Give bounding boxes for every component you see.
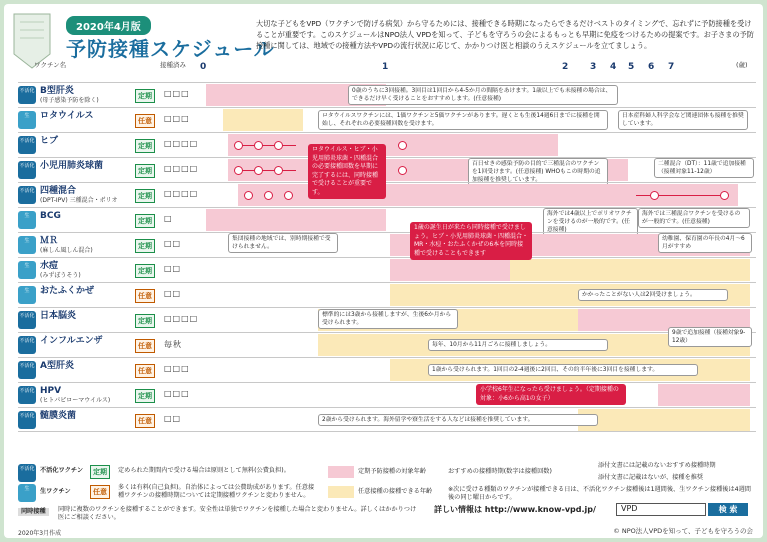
note-je: 標準的には3歳から接種しますが、生後6か月から受けられます。: [318, 309, 458, 329]
done-checkboxes[interactable]: □: [164, 214, 173, 223]
vaccine-name: A型肝炎: [40, 361, 74, 371]
vaccine-name: ＭＲ (麻しん風しん混合): [40, 236, 93, 254]
kind-badge: 任意: [135, 339, 155, 353]
live-badge: 生: [18, 111, 36, 129]
legend-note-rec: 添付文書には記載のないおすすめ接種時期: [598, 462, 716, 469]
kind-badge: 任意: [135, 364, 155, 378]
vaccine-row: [18, 132, 756, 157]
inactivated-badge: 不活化: [18, 386, 36, 404]
kind-badge: 任意: [135, 114, 155, 128]
legend-live: 生ワクチン: [40, 488, 71, 495]
note-polio: 海外では4歳以上でポリオワクチンを受けるのが一般的です。(任意接種): [543, 208, 638, 236]
done-checkboxes[interactable]: □□□: [164, 89, 190, 98]
note-polio2: 海外では三種混合ワクチンを受けるのが一般的です。(任意接種): [638, 208, 750, 228]
inactivated-badge: 不活化: [18, 411, 36, 429]
vaccine-row: [18, 182, 756, 207]
vaccine-row: [18, 382, 756, 407]
vaccine-row: [18, 307, 756, 332]
note-dpt: 百日せきの感染予防の目的で三種混合のワクチンを1回受けます。(任意接種) WHOもこの時期の追加接種を推奨しています。: [468, 158, 608, 186]
legend-recommended: おすすめの接種時期(数字は接種回数): [448, 468, 552, 475]
vaccine-row: [18, 332, 756, 357]
note-bcg: 集団接種の地域では、別時期接種で受けられません。: [228, 233, 338, 253]
vaccine-name: インフルエンザ: [40, 336, 103, 346]
live-badge: 生: [18, 211, 36, 229]
vaccine-row: [18, 282, 756, 307]
vaccine-name: 小児用肺炎球菌: [40, 161, 104, 171]
legend-optional-age: 任意接種の接種できる年齢: [358, 488, 433, 495]
done-checkboxes: 毎秋: [164, 340, 182, 349]
age-tick: 7: [668, 62, 675, 72]
age-tick: 1: [382, 62, 389, 72]
kind-badge: 定期: [135, 389, 155, 403]
done-checkboxes[interactable]: □□: [164, 264, 182, 273]
pink-swatch: [328, 466, 354, 478]
kind-badge: 任意: [135, 289, 155, 303]
live-badge: 生: [18, 484, 36, 502]
kind-badge: 定期: [135, 264, 155, 278]
legend-routine: 定められた期間内で受ける場合は原則として無料(公費負担)。: [118, 467, 290, 474]
vaccine-row: [18, 82, 756, 107]
note-men: 2歳から受けられます。海外留学や寮生活をする人などは接種を推奨しています。: [318, 414, 598, 426]
done-checkboxes[interactable]: □□□□: [164, 189, 199, 198]
vaccine-name: BCG: [40, 211, 61, 221]
done-column-header: 接種済み: [160, 61, 186, 69]
inactivated-badge: 不活化: [18, 336, 36, 354]
done-checkboxes[interactable]: □□: [164, 239, 182, 248]
vaccine-name: ロタウイルス: [40, 111, 94, 121]
done-checkboxes[interactable]: □□□□: [164, 139, 199, 148]
vaccine-row: [18, 357, 756, 382]
done-checkboxes[interactable]: □□□: [164, 389, 190, 398]
legend: [18, 462, 756, 528]
age-tick: 2: [562, 62, 569, 72]
note-hpv2: 日本産科婦人科学会など関連団体も接種を推奨しています。: [618, 110, 748, 130]
done-checkboxes[interactable]: □□□: [164, 114, 190, 123]
vaccine-row: [18, 157, 756, 182]
kind-badge: 任意: [90, 485, 110, 499]
done-checkboxes[interactable]: □□□□: [164, 164, 199, 173]
kind-badge: 定期: [90, 465, 110, 479]
legend-interval: ※次に受ける種類のワクチンが接種できる日は、不活化ワクチン接種後は1週間後、生ワクチン接種後は4週間後の同じ曜日からです。: [448, 486, 751, 501]
legend-optional: 多くは有料(自己負担)。自治体によっては公費助成があります。任意接種ワクチンの接種時期については定期接種ワクチンと変わりません。: [118, 484, 315, 499]
note-simultaneous-2: 1歳の誕生日が来たら同時接種で受けましょう。ヒブ・小児用肺炎球菌・四種混合・MR・水痘・おたふくかぜの6本を同時接種で受けることもできます: [410, 222, 532, 260]
inactivated-badge: 不活化: [18, 161, 36, 179]
info-link[interactable]: 詳しい情報は http://www.know-vpd.jp/: [434, 505, 596, 514]
schedule-sheet: [4, 4, 763, 538]
inactivated-badge: 不活化: [18, 361, 36, 379]
vaccine-name: 水痘 (みずぼうそう): [40, 261, 81, 279]
done-checkboxes[interactable]: □□□□: [164, 314, 199, 323]
inactivated-badge: 不活化: [18, 464, 36, 482]
kind-badge: 任意: [135, 414, 155, 428]
yellow-swatch: [328, 486, 354, 498]
note-je2: 9歳で追加接種（接種対象9-12歳）: [668, 327, 752, 347]
vaccine-row: [18, 407, 756, 432]
inactivated-badge: 不活化: [18, 186, 36, 204]
age-tick: 6: [648, 62, 655, 72]
vaccine-name: 髄膜炎菌: [40, 411, 77, 421]
vaccine-row: [18, 232, 756, 257]
kind-badge: 定期: [135, 189, 155, 203]
note-hepb: 0歳のうちに3回接種。3回目は1回目から4-5か月の間隔をあけます。1歳以上でも未接種の場合は、できるだけ早く受けることをおすすめします。(任意接種): [348, 85, 618, 105]
done-checkboxes[interactable]: □□: [164, 414, 182, 423]
age-tick: 5: [628, 62, 635, 72]
kind-badge: 定期: [135, 89, 155, 103]
created-date: 2020年3月作成: [18, 530, 62, 537]
legend-simul-text: 同時に複数のワクチンを接種することができます。安全性は単独でワクチンを接種した場合と変わりません。詳しくはかかりつけ医にご相談ください。: [58, 506, 417, 521]
kind-badge: 定期: [135, 314, 155, 328]
kind-badge: 定期: [135, 214, 155, 228]
done-checkboxes[interactable]: □□□: [164, 364, 190, 373]
intro-text: 大切な子どもをVPD（ワクチンで防げる病気）から守るためには、接種できる時期になったらできるだけベストのタイミングで、忘れずに予防接種を受けることが重要です。このスケジュールはNPO法人 VPDを知って、子どもを守ろうの会によるもっとも早期に免疫をつけるための提案です。お子さまの予防接種に関しては、地域での接種方法やVPDの流行状況に応じて、かかりつけ医と相談のうえスケジュールを立てましょう。: [256, 19, 754, 50]
legend-note-label: 添付文書に記載はないが、接種を推奨: [598, 474, 704, 481]
age-tick: 3: [590, 62, 597, 72]
age-tick: 0: [200, 62, 207, 72]
inactivated-badge: 不活化: [18, 136, 36, 154]
legend-routine-age: 定期予防接種の対象年齢: [358, 468, 427, 475]
note-dt: 二種混合（DT）：11歳で追加接種（接種対象11-12歳）: [654, 158, 754, 178]
note-rota: ロタウイルスワクチンには、1価ワクチンと5価ワクチンがあります。遅くとも生後14週6日までに接種を開始し、それぞれの必要接種回数を受けます。: [318, 110, 608, 130]
vaccine-column-header: ワクチン名: [34, 61, 67, 69]
live-badge: 生: [18, 261, 36, 279]
vaccine-name: 日本脳炎: [40, 311, 77, 321]
note-mumps: かかったことがない人は2回受けましょう。: [578, 289, 728, 301]
vaccine-row: [18, 207, 756, 232]
live-badge: 生: [18, 286, 36, 304]
vaccine-row: [18, 257, 756, 282]
vaccine-row: [18, 107, 756, 132]
kind-badge: 定期: [135, 164, 155, 178]
note-flu: 毎年、10月から11月ごろに接種しましょう。: [428, 339, 608, 351]
vaccine-name: B型肝炎 (母子感染予防を除く): [40, 86, 99, 104]
vaccine-name: おたふくかぜ: [40, 286, 95, 296]
search-input[interactable]: VPD: [616, 503, 706, 516]
kind-badge: 定期: [135, 239, 155, 253]
note-hepa: 1歳から受けられます。1回目の2-4週後に2回目、その約半年後に3回目を接種します。: [428, 364, 698, 376]
legend-simul-label: 同時接種: [18, 508, 49, 516]
legend-inactivated: 不活化ワクチン: [40, 467, 84, 474]
note-hpv: 小学校6年生になったら受けましょう。（定期接種の対象：小6から高1の女子）: [476, 384, 626, 405]
edition-tag: 2020年4月版: [66, 16, 151, 35]
copyright: © NPO法人VPDを知って、子どもを守ろうの会: [613, 527, 753, 535]
note-simultaneous-1: ロタウイルス・ヒブ・小児用肺炎球菌・四種混合の必要接種回数を早期に完了するには、同時接種で受けることが重要です。: [308, 144, 386, 199]
note-mr: 幼稚園、保育園の年長の4月～6月がすすめ: [658, 233, 752, 253]
kind-badge: 定期: [135, 139, 155, 153]
search-button[interactable]: 検 索: [708, 503, 748, 516]
age-tick: 4: [610, 62, 617, 72]
vaccine-name: ヒブ: [40, 136, 59, 146]
done-checkboxes[interactable]: □□: [164, 289, 182, 298]
vaccine-name: HPV (ヒトパピローマウイルス): [40, 386, 111, 404]
inactivated-badge: 不活化: [18, 311, 36, 329]
vaccine-name: 四種混合 (DPT-IPV) 三種混合・ポリオ: [40, 186, 118, 204]
year-unit: (歳): [736, 61, 748, 69]
page-title: 予防接種スケジュール: [66, 37, 275, 61]
inactivated-badge: 不活化: [18, 86, 36, 104]
live-badge: 生: [18, 236, 36, 254]
